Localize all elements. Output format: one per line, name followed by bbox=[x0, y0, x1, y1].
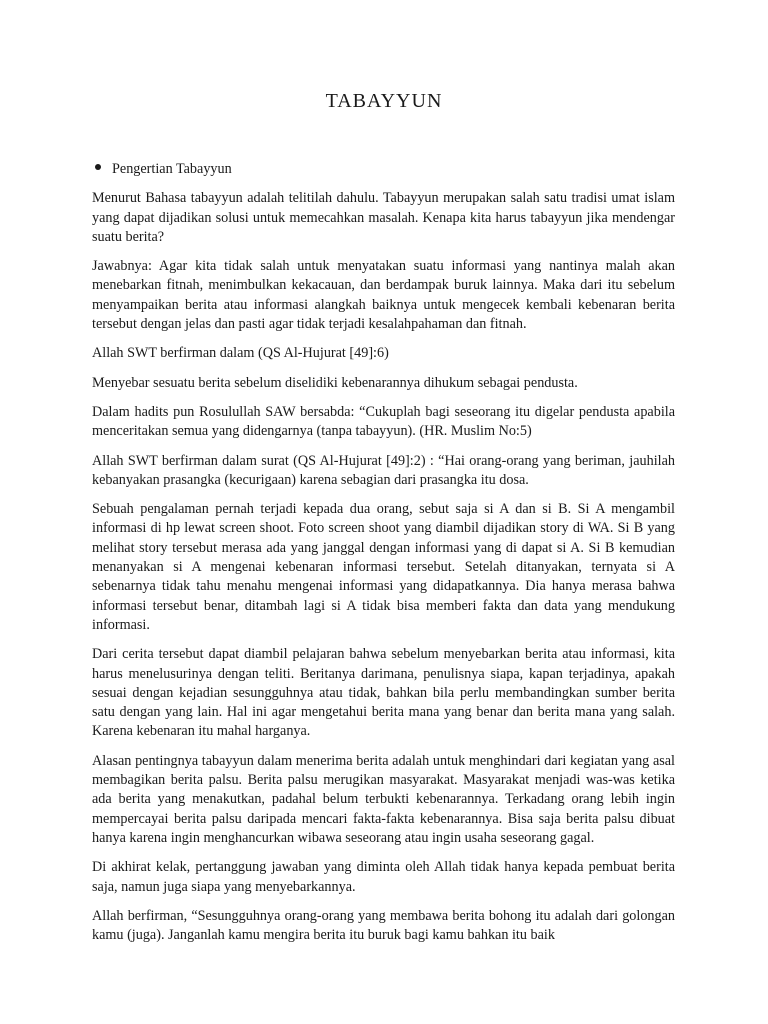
paragraph-afterlife: Di akhirat kelak, pertanggung jawaban yang diminta oleh Allah tidak hanya kepada pembuat berita saja, namun juga siapa yang menyebarkannya. bbox=[92, 859, 675, 895]
paragraph-hadith: Dalam hadits pun Rosulullah SAW bersabda: “Cukuplah bagi seseorang itu digelar pendusta apabila menceritakan semua yang didengarnya (tanpa tabayyun). (HR. Muslim No:5) bbox=[92, 403, 675, 440]
paragraph-definition: Menurut Bahasa tabayyun adalah telitilah dahulu. Tabayyun merupakan salah satu tradisi umat islam yang dapat dijadikan solusi untuk memecahkan masalah. Kenapa kita harus tabayyun jika mendengar suatu berita? bbox=[92, 190, 675, 245]
bullet-item bbox=[92, 160, 675, 179]
bullet-icon bbox=[95, 164, 101, 170]
paragraph-spreading: Menyebar sesuatu berita sebelum diselidiki kebenarannya dihukum sebagai pendusta. bbox=[92, 374, 578, 391]
document-title: TABAYYUN bbox=[325, 90, 443, 112]
bullet-text: Pengertian Tabayyun bbox=[112, 161, 232, 177]
paragraph-quran-ref-1: Allah SWT berfirman dalam (QS Al-Hujurat [49]:6) bbox=[92, 345, 389, 362]
paragraph-quran-quote: Allah berfirman, “Sesungguhnya orang-orang yang membawa berita bohong itu adalah dari golongan kamu (juga). Janganlah kamu mengira berita itu buruk bagi kamu bahkan itu baik bbox=[92, 907, 675, 944]
document-body bbox=[92, 160, 675, 955]
paragraph-answer: Jawabnya: Agar kita tidak salah untuk menyatakan suatu informasi yang nantinya malah akan menebarkan fitnah, menimbulkan kekacauan, dan berdampak buruk lainnya. Maka dari itu sebelum menyampaikan berita atau informasi alangkah baiknya untuk mengecek kembali kebenaran berita tersebut dengan jelas dan pasti agar tidak terjadi kesalahpahaman dan fitnah. bbox=[92, 258, 675, 333]
paragraph-reasons: Alasan pentingnya tabayyun dalam menerima berita adalah untuk menghindari dari kegiatan yang asal membagikan berita palsu. Berita palsu merugikan masyarakat. Masyarakat menjadi was-was ketika ada berita yang menakutkan, padahal belum terbukti kebenarannya. Terkadang orang lebih ingin mempercayai berita palsu daripada mencari fakta-fakta kebenarannya. Bisa saja berita palsu dibuat hanya karena ingin menghancurkan wibawa seseorang atau ingin usaha seseorang gagal. bbox=[92, 752, 675, 846]
paragraph-lesson: Dari cerita tersebut dapat diambil pelajaran bahwa sebelum menyebarkan berita atau informasi, kita harus menelusurinya dengan teliti. Beritanya darimana, penulisnya siapa, kapan terjadinya, apakah sesuai dengan kejadian sesungguhnya atau tidak, bahkan bila perlu membandingkan sumber berita satu dengan yang lain. Hal ini agar mengetahui berita mana yang benar dan berita mana yang salah. Karena kebenaran itu mahal harganya. bbox=[92, 646, 675, 740]
paragraph-experience: Sebuah pengalaman pernah terjadi kepada dua orang, sebut saja si A dan si B. Si A mengambil informasi di hp lewat screen shoot. Foto screen shoot yang diambil dijadikan story di WA. Si B yang melihat story tersebut merasa ada yang janggal dengan informasi yang di dapat si A. Si B kemudian menanyakan si A mengenai kebenaran informasi tersebut. Setelah ditanyakan, ternyata si A sebenarnya tidak tahu menahu mengenai informasi yang didapatkannya. Dia hanya merasa bahwa informasi tersebut benar, ditambah lagi si A tidak bisa memberi fakta dan data yang mendukung informasi. bbox=[92, 501, 675, 633]
paragraph-quran-ref-2: Allah SWT berfirman dalam surat (QS Al-Hujurat [49]:2) : “Hai orang-orang yang beriman, jauhilah kebanyakan prasangka (kecurigaan) karena sebagian dari prasangka itu dosa. bbox=[92, 452, 675, 488]
